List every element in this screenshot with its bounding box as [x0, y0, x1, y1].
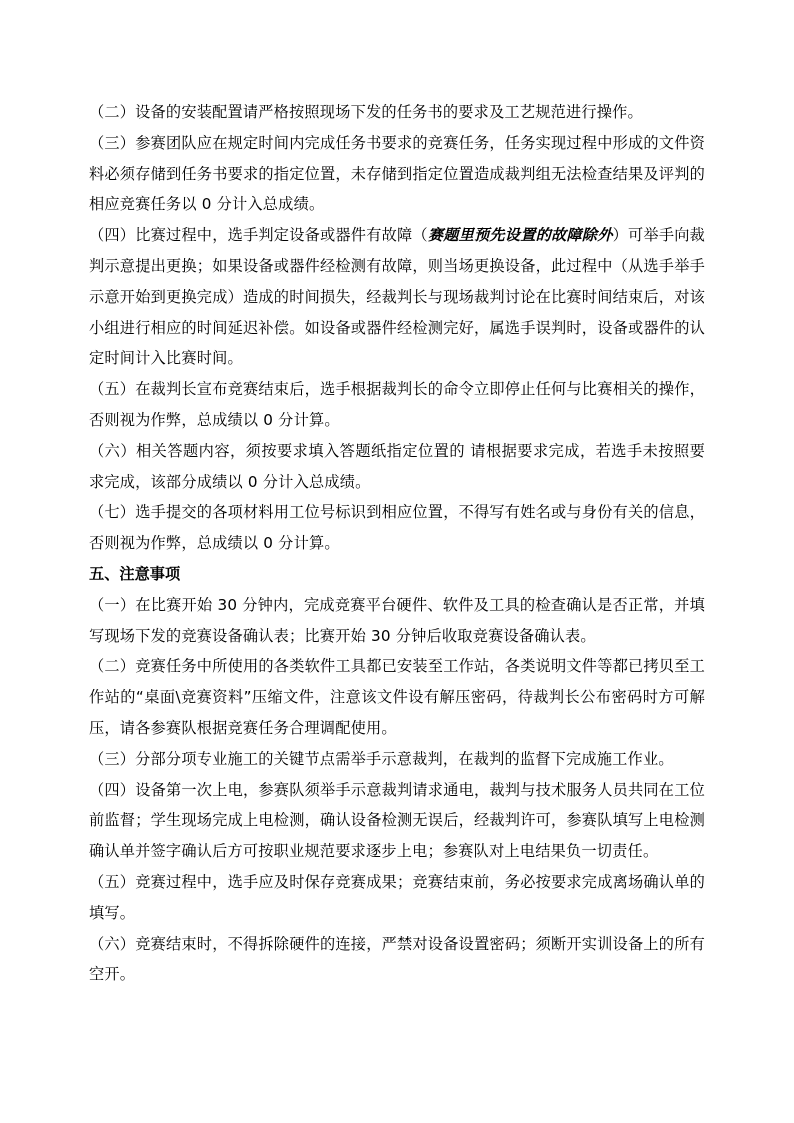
note-4: （四）设备第一次上电，参赛队须举手示意裁判请求通电，裁判与技术服务人员共同在工位前监督；学生现场完成上电检测，确认设备检测无误后，经裁判许可，参赛队填写上电检测确认单并签字确认后方可按职业规范要求逐步上电；参赛队对上电结果负一切责任。	[89, 780, 705, 861]
note-5: （五）竞赛过程中，选手应及时保存竞赛成果；竞赛结束前，务必按要求完成离场确认单的填写。	[89, 872, 705, 922]
paragraph-2-4-pre: （四）比赛过程中，选手判定设备或器件有故障（	[89, 226, 428, 245]
paragraph-2-4-emphasis: 赛题里预先设置的故障除外	[427, 226, 613, 245]
paragraph-2-7: （七）选手提交的各项材料用工位号标识到相应位置，不得写有姓名或与身份有关的信息，否则视为作弊，总成绩以 0 分计算。	[89, 503, 705, 553]
document-page	[89, 97, 705, 990]
paragraph-2-2: （二）设备的安装配置请严格按照现场下发的任务书的要求及工艺规范进行操作。	[89, 103, 643, 121]
note-3: （三）分部分项专业施工的关键节点需举手示意裁判，在裁判的监督下完成施工作业。	[89, 749, 674, 768]
paragraph-2-4	[89, 220, 705, 374]
note-2: （二）竞赛任务中所使用的各类软件工具都已安装至工作站，各类说明文件等都已拷贝至工作站的“桌面\竞赛资料”压缩文件，注意该文件设有解压密码，待裁判长公布密码时方可解压，请各参赛队根据竞赛任务合理调配使用。	[89, 657, 705, 737]
note-6: （六）竞赛结束时，不得拆除硬件的连接，严禁对设备设置密码；须断开实训设备上的所有空开。	[89, 934, 705, 984]
section-heading: 五、注意事项	[89, 564, 181, 583]
paragraph-2-3: （三）参赛团队应在规定时间内完成任务书要求的竞赛任务，任务实现过程中形成的文件资料必须存储到任务书要求的指定位置，未存储到指定位置造成裁判组无法检查结果及评判的相应竞赛任务以 0 分计入总成绩。	[89, 133, 705, 214]
paragraph-2-5: （五）在裁判长宣布竞赛结束后，选手根据裁判长的命令立即停止任何与比赛相关的操作，否则视为作弊，总成绩以 0 分计算。	[89, 380, 705, 429]
note-1: （一）在比赛开始 30 分钟内，完成竞赛平台硬件、软件及工具的检查确认是否正常，并填写现场下发的竞赛设备确认表；比赛开始 30 分钟后收取竞赛设备确认表。	[89, 595, 705, 645]
paragraph-2-6: （六）相关答题内容，须按要求填入答题纸指定位置的 请根据要求完成，若选手未按照要求完成，该部分成绩以 0 分计入总成绩。	[89, 441, 705, 491]
paragraph-2-4-post: ）可举手向裁判示意提出更换；如果设备或器件经检测有故障，则当场更换设备，此过程中（从选手举手示意开始到更换完成）造成的时间损失，经裁判长与现场裁判讨论在比赛时间结束后，对该小组进行相应的时间延迟补偿。如设备或器件经检测完好，属选手误判时，设备或器件的认定时间计入比赛时间。	[89, 226, 706, 368]
